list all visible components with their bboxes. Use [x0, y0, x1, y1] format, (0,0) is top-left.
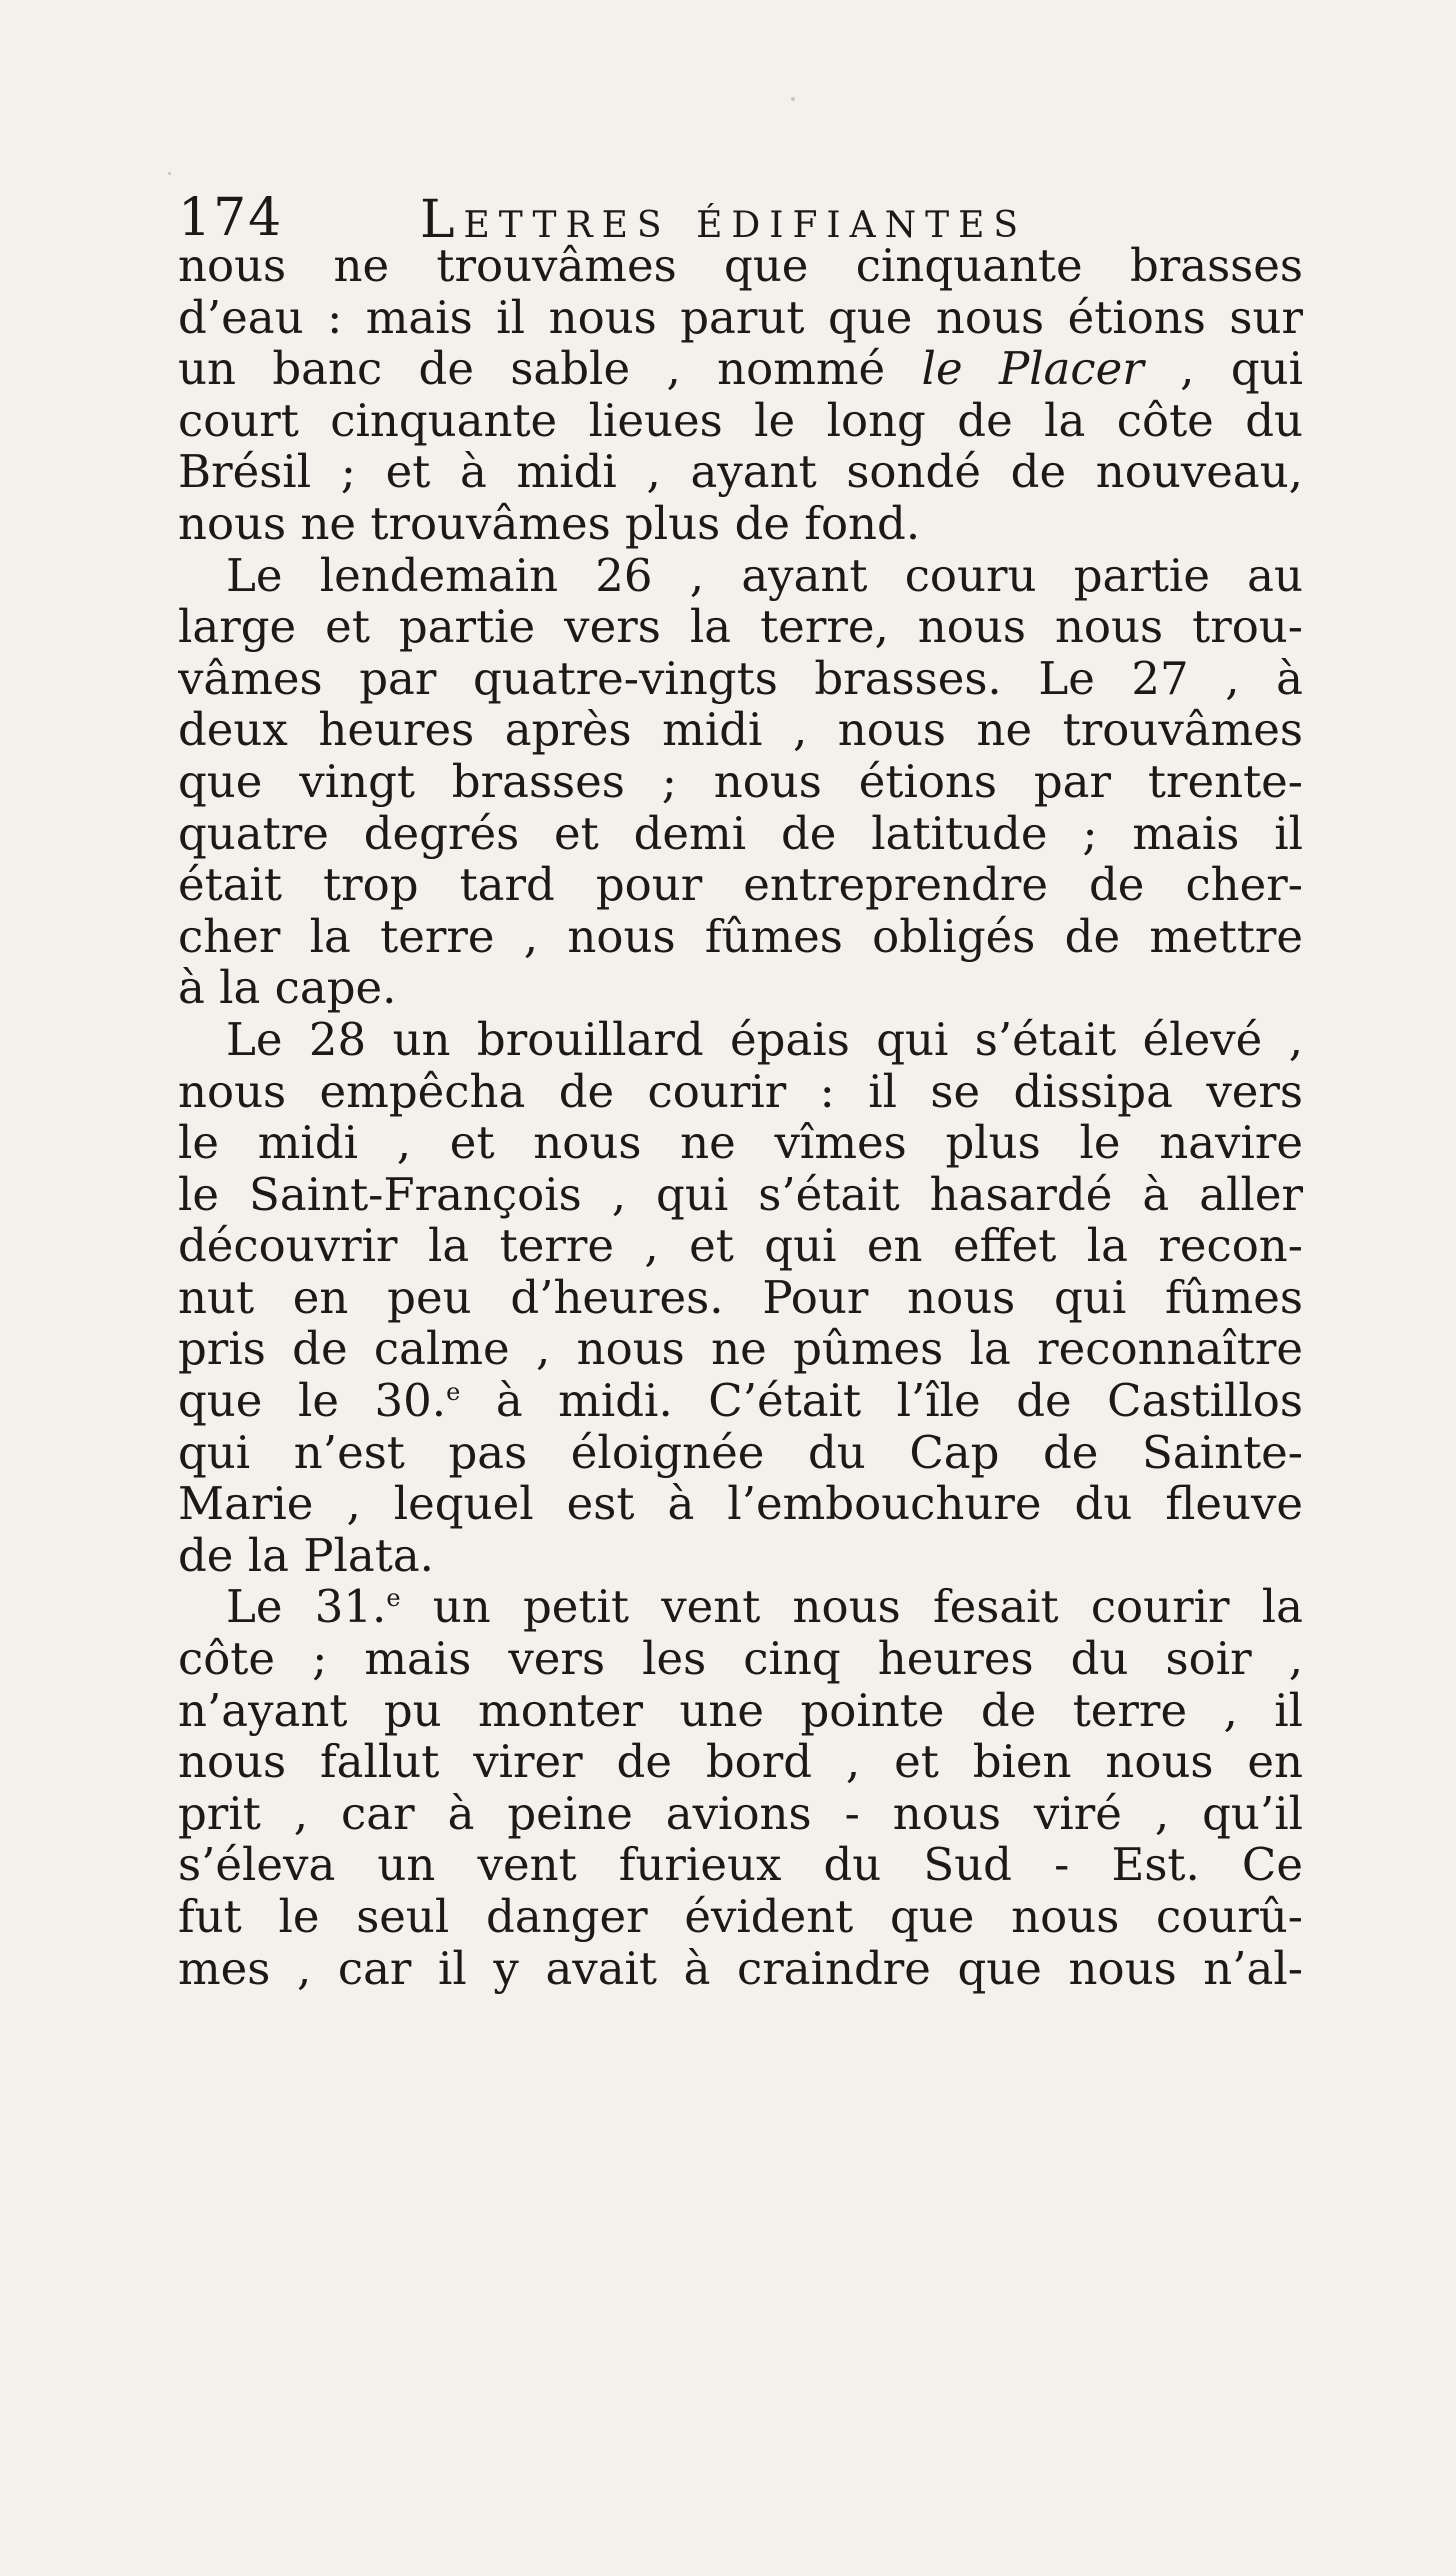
text-line: à la cape.: [178, 962, 397, 1014]
text-line: pris de calme , nous ne pûmes la reconnaître: [178, 1323, 1303, 1376]
text-line: côte ; mais vers les cinq heures du soir ,: [178, 1633, 1303, 1685]
text-line: le midi , et nous ne vîmes plus le navire: [178, 1117, 1303, 1169]
text-line: n’ayant pu monter une pointe de terre , il: [178, 1684, 1303, 1737]
body-text: [178, 240, 1303, 1994]
text-line: court cinquante lieues le long de la côte du: [178, 394, 1303, 447]
text-line: vâmes par quatre-vingts brasses. Le 27 , à: [178, 652, 1303, 705]
text-line: nut en peu d’heures. Pour nous qui fûmes: [178, 1271, 1303, 1324]
paper-speck: [168, 172, 171, 175]
text-line: mes , car il y avait à craindre que nous n’al-: [178, 1942, 1303, 1995]
text-line: cher la terre , nous fûmes obligés de mettre: [178, 910, 1303, 963]
text-line: qui n’est pas éloignée du Cap de Sainte-: [178, 1426, 1303, 1479]
text-line: de la Plata.: [178, 1529, 434, 1582]
text-line: Le 28 un brouillard épais qui s’était élevé ,: [226, 1013, 1303, 1066]
text-line: Marie , lequel est à l’embouchure du fleuve: [178, 1478, 1303, 1530]
running-title: Lettres édifiantes: [420, 190, 1028, 250]
text-line: nous empêcha de courir : il se dissipa vers: [178, 1065, 1303, 1118]
text-line: nous ne trouvâmes plus de fond.: [178, 497, 921, 550]
page-number: 174: [178, 188, 284, 248]
text-line: nous ne trouvâmes que cinquante brasses: [178, 240, 1303, 292]
text-line: découvrir la terre , et qui en effet la recon-: [178, 1220, 1303, 1272]
text-line: Brésil ; et à midi , ayant sondé de nouveau,: [178, 446, 1303, 498]
text-line: deux heures après midi , nous ne trouvâmes: [178, 704, 1303, 756]
text-line: s’éleva un vent furieux du Sud - Est. Ce: [178, 1839, 1303, 1891]
text-line: le Saint-François , qui s’était hasardé à aller: [178, 1168, 1303, 1221]
paper-speck: [791, 97, 795, 101]
text-line: large et partie vers la terre, nous nous trou-: [178, 601, 1303, 653]
text-line: quatre degrés et demi de latitude ; mais il: [178, 807, 1303, 860]
text-line: Le lendemain 26 , ayant couru partie au: [226, 549, 1303, 602]
text-line: fut le seul danger évident que nous courû-: [178, 1891, 1303, 1943]
text-line: était trop tard pour entreprendre de cher-: [178, 859, 1303, 911]
text-line: Le 31.$^e$ un petit vent nous fesait courir la: [226, 1581, 1303, 1634]
text-line: que vingt brasses ; nous étions par trente-: [178, 755, 1303, 808]
text-line: un banc de sable , nommé le Placer , qui: [178, 343, 1303, 395]
text-line: nous fallut virer de bord , et bien nous en: [178, 1736, 1303, 1788]
running-header: [178, 188, 1298, 248]
text-line: d’eau : mais il nous parut que nous étions sur: [178, 291, 1303, 344]
text-line: que le 30.$^e$ à midi. C’était l’île de Castillos: [178, 1375, 1303, 1427]
text-line: prit , car à peine avions - nous viré , qu’il: [178, 1787, 1303, 1840]
